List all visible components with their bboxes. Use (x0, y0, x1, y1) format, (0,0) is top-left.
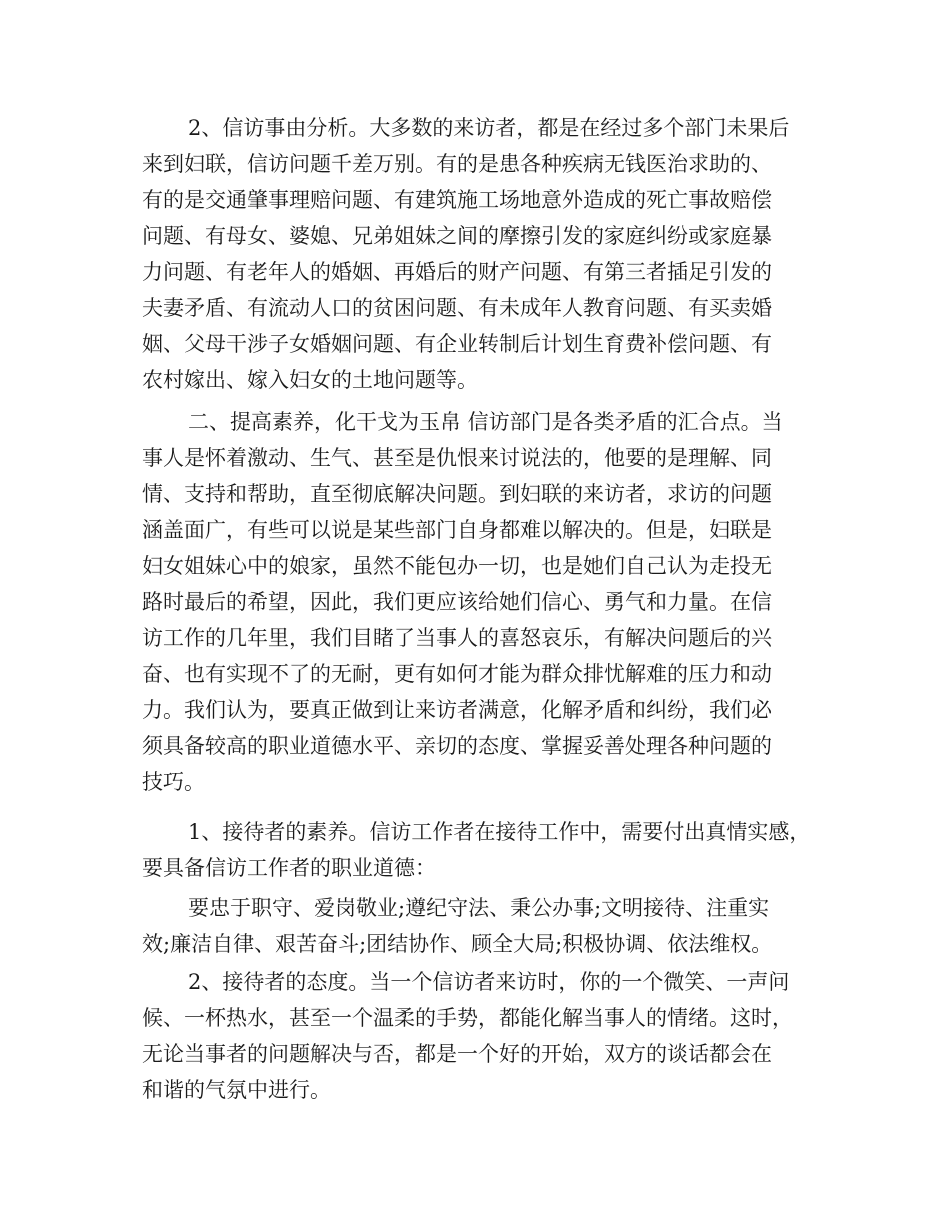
paragraph-2-line-4: 涵盖面广，有些可以说是某些部门自身都难以解决的。但是，妇联是 (142, 518, 772, 542)
paragraph-5-line-3: 无论当事者的问题解决与否，都是一个好的开始，双方的谈话都会在 (142, 1042, 772, 1066)
paragraph-1-line-4: 问题、有母女、婆媳、兄弟姐妹之间的摩擦引发的家庭纠纷或家庭暴 (142, 224, 772, 248)
paragraph-2-line-10: 须具备较高的职业道德水平、亲切的态度、掌握妥善处理各种问题的 (142, 734, 772, 758)
paragraph-2-line-5: 妇女姐妹心中的娘家，虽然不能包办一切，也是她们自己认为走投无 (142, 554, 772, 578)
paragraph-1-line-7: 姻、父母干涉子女婚姻问题、有企业转制后计划生育费补偿问题、有 (142, 332, 772, 356)
paragraph-2-line-11: 技巧。 (142, 770, 205, 794)
paragraph-1-line-6: 夫妻矛盾、有流动人口的贫困问题、有未成年人教育问题、有买卖婚 (142, 296, 772, 320)
paragraph-1-line-2: 来到妇联，信访问题千差万别。有的是患各种疾病无钱医治求助的、 (142, 152, 772, 176)
paragraph-2-line-9: 力。我们认为，要真正做到让来访者满意，化解矛盾和纠纷，我们必 (142, 698, 772, 722)
paragraph-1-line-8: 农村嫁出、嫁入妇女的土地问题等。 (142, 368, 478, 392)
paragraph-3-line-1: 1、接待者的素养。信访工作者在接待工作中，需要付出真情实感， (188, 820, 811, 844)
paragraph-4-line-2: 效;廉洁自律、艰苦奋斗;团结协作、顾全大局;积极协调、依法维权。 (142, 932, 773, 956)
paragraph-5-line-2: 候、一杯热水，甚至一个温柔的手势，都能化解当事人的情绪。这时， (142, 1006, 793, 1030)
paragraph-2-line-6: 路时最后的希望，因此，我们更应该给她们信心、勇气和力量。在信 (142, 590, 772, 614)
paragraph-1-line-3: 有的是交通肇事理赔问题、有建筑施工场地意外造成的死亡事故赔偿 (142, 188, 772, 212)
paragraph-4-line-1: 要忠于职守、爱岗敬业;遵纪守法、秉公办事;文明接待、注重实 (188, 896, 770, 920)
paragraph-2-line-1: 二、提高素养，化干戈为玉帛 信访部门是各类矛盾的汇合点。当 (188, 410, 783, 434)
paragraph-1-line-1: 2、信访事由分析。大多数的来访者，都是在经过多个部门未果后 (188, 116, 790, 140)
paragraph-5-line-4: 和谐的气氛中进行。 (142, 1078, 331, 1102)
paragraph-2-line-2: 事人是怀着激动、生气、甚至是仇恨来讨说法的，他要的是理解、同 (142, 446, 772, 470)
paragraph-2-line-3: 情、支持和帮助，直至彻底解决问题。到妇联的来访者，求访的问题 (142, 482, 772, 506)
paragraph-1-line-5: 力问题、有老年人的婚姻、再婚后的财产问题、有第三者插足引发的 (142, 260, 772, 284)
paragraph-3-line-2: 要具备信访工作者的职业道德： (142, 856, 436, 880)
paragraph-5-line-1: 2、接待者的态度。当一个信访者来访时，你的一个微笑、一声问 (188, 970, 790, 994)
paragraph-2-line-8: 奋、也有实现不了的无耐，更有如何才能为群众排忧解难的压力和动 (142, 662, 772, 686)
paragraph-2-line-7: 访工作的几年里，我们目睹了当事人的喜怒哀乐，有解决问题后的兴 (142, 626, 772, 650)
